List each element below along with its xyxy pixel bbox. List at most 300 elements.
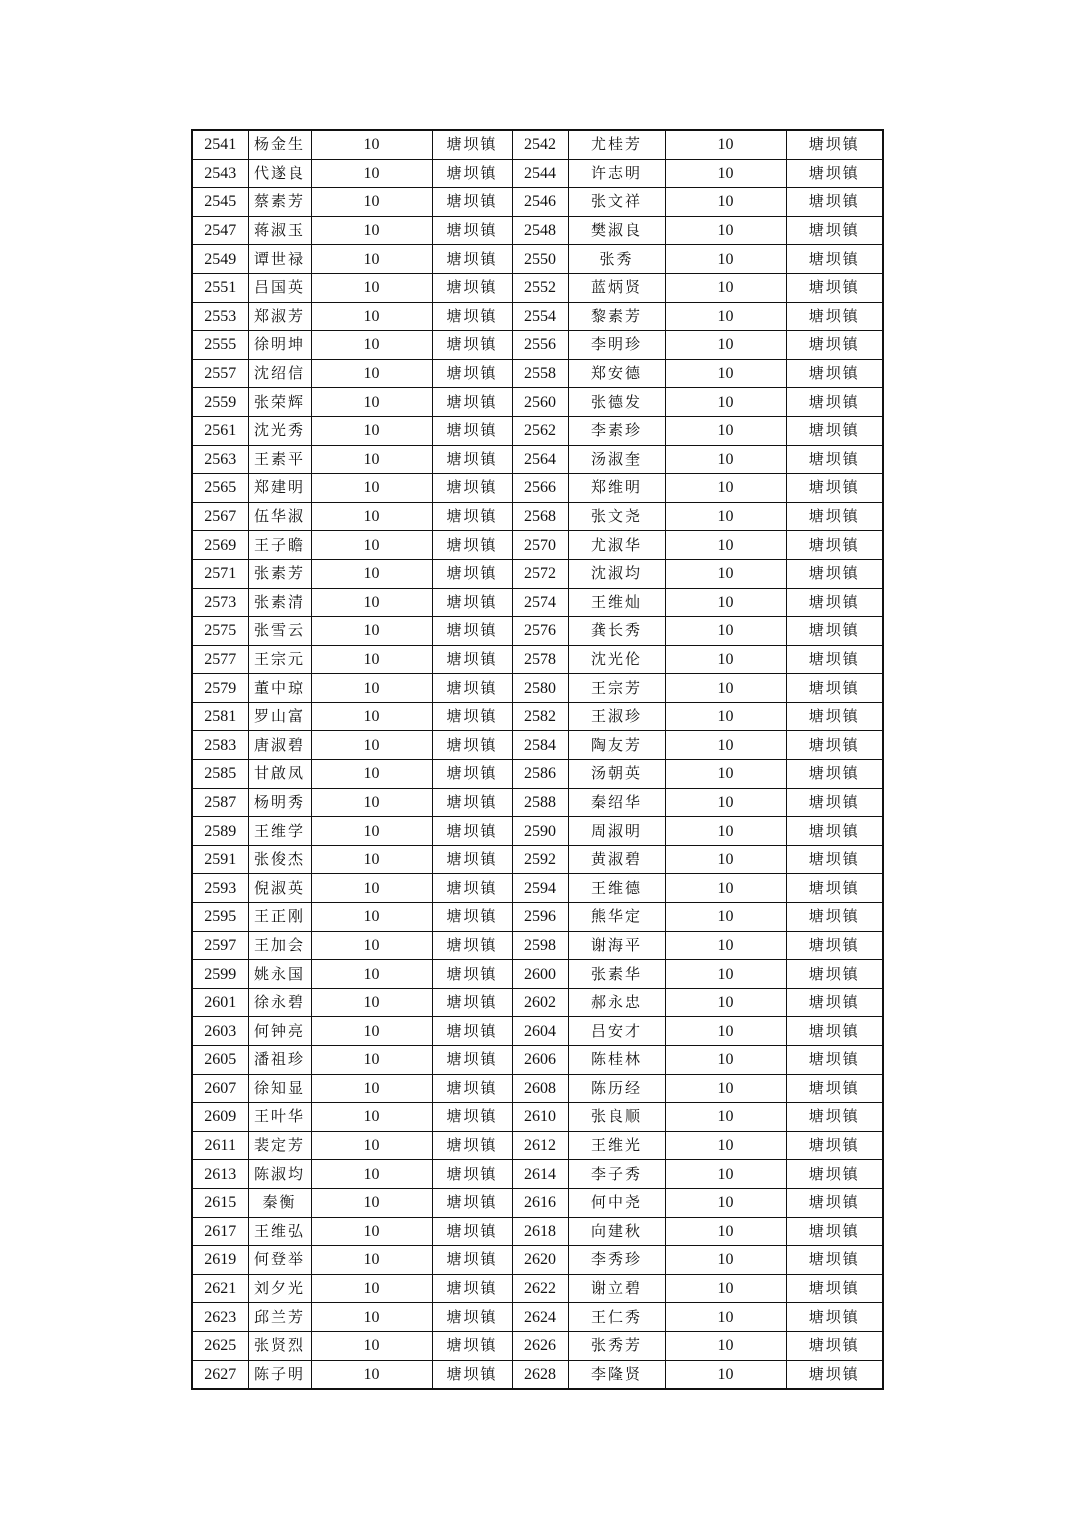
right-person-name-cell: 陈桂林 [568, 1046, 665, 1075]
right-person-name-cell: 王淑珍 [568, 702, 665, 731]
right-record-number-cell: 2574 [512, 588, 568, 617]
left-record-number-cell: 2619 [192, 1246, 248, 1275]
right-person-name-cell: 张文祥 [568, 188, 665, 217]
left-person-name-cell: 沈绍信 [248, 359, 311, 388]
right-town-name-cell: 塘坝镇 [786, 845, 883, 874]
right-person-name-cell: 王维灿 [568, 588, 665, 617]
left-person-name-cell: 王维学 [248, 817, 311, 846]
table-row [192, 130, 883, 159]
table-row [192, 817, 883, 846]
left-town-name-cell: 塘坝镇 [432, 502, 512, 531]
left-record-number-cell: 2575 [192, 617, 248, 646]
right-town-name-cell: 塘坝镇 [786, 445, 883, 474]
right-town-name-cell: 塘坝镇 [786, 702, 883, 731]
right-town-name-cell: 塘坝镇 [786, 1188, 883, 1217]
right-record-number-cell: 2568 [512, 502, 568, 531]
right-record-number-cell: 2550 [512, 245, 568, 274]
right-town-name-cell: 塘坝镇 [786, 1074, 883, 1103]
table-row [192, 1103, 883, 1132]
left-town-name-cell: 塘坝镇 [432, 1103, 512, 1132]
right-record-number-cell: 2558 [512, 359, 568, 388]
right-town-name-cell: 塘坝镇 [786, 502, 883, 531]
table-row [192, 445, 883, 474]
left-person-name-cell: 倪淑英 [248, 874, 311, 903]
right-person-name-cell: 张素华 [568, 960, 665, 989]
table-row [192, 903, 883, 932]
table-row [192, 588, 883, 617]
right-person-name-cell: 汤朝英 [568, 760, 665, 789]
right-record-number-cell: 2560 [512, 388, 568, 417]
left-person-name-cell: 王加会 [248, 931, 311, 960]
table-row [192, 617, 883, 646]
left-amount-value-cell: 10 [311, 1274, 432, 1303]
right-record-number-cell: 2628 [512, 1360, 568, 1389]
left-amount-value-cell: 10 [311, 1103, 432, 1132]
left-amount-value-cell: 10 [311, 903, 432, 932]
table-row [192, 760, 883, 789]
left-town-name-cell: 塘坝镇 [432, 788, 512, 817]
left-amount-value-cell: 10 [311, 188, 432, 217]
left-record-number-cell: 2623 [192, 1303, 248, 1332]
left-person-name-cell: 甘啟凤 [248, 760, 311, 789]
right-amount-value-cell: 10 [665, 188, 786, 217]
right-person-name-cell: 樊淑良 [568, 216, 665, 245]
right-town-name-cell: 塘坝镇 [786, 731, 883, 760]
right-amount-value-cell: 10 [665, 1360, 786, 1389]
table-row [192, 216, 883, 245]
table-row [192, 1303, 883, 1332]
right-amount-value-cell: 10 [665, 531, 786, 560]
left-town-name-cell: 塘坝镇 [432, 1246, 512, 1275]
left-person-name-cell: 邱兰芳 [248, 1303, 311, 1332]
table-row [192, 302, 883, 331]
left-record-number-cell: 2609 [192, 1103, 248, 1132]
right-amount-value-cell: 10 [665, 1160, 786, 1189]
left-town-name-cell: 塘坝镇 [432, 1331, 512, 1360]
right-record-number-cell: 2614 [512, 1160, 568, 1189]
left-record-number-cell: 2549 [192, 245, 248, 274]
left-amount-value-cell: 10 [311, 416, 432, 445]
left-person-name-cell: 潘祖珍 [248, 1046, 311, 1075]
right-amount-value-cell: 10 [665, 903, 786, 932]
left-person-name-cell: 王正刚 [248, 903, 311, 932]
right-town-name-cell: 塘坝镇 [786, 188, 883, 217]
left-person-name-cell: 罗山富 [248, 702, 311, 731]
left-person-name-cell: 王叶华 [248, 1103, 311, 1132]
left-amount-value-cell: 10 [311, 1074, 432, 1103]
left-record-number-cell: 2583 [192, 731, 248, 760]
right-person-name-cell: 吕安才 [568, 1017, 665, 1046]
left-amount-value-cell: 10 [311, 474, 432, 503]
right-record-number-cell: 2626 [512, 1331, 568, 1360]
left-town-name-cell: 塘坝镇 [432, 302, 512, 331]
right-town-name-cell: 塘坝镇 [786, 216, 883, 245]
table-row [192, 559, 883, 588]
right-record-number-cell: 2612 [512, 1131, 568, 1160]
left-record-number-cell: 2595 [192, 903, 248, 932]
left-amount-value-cell: 10 [311, 1360, 432, 1389]
right-person-name-cell: 李秀珍 [568, 1246, 665, 1275]
left-town-name-cell: 塘坝镇 [432, 188, 512, 217]
table-row [192, 1360, 883, 1389]
right-person-name-cell: 龚长秀 [568, 617, 665, 646]
left-amount-value-cell: 10 [311, 1131, 432, 1160]
left-person-name-cell: 王维弘 [248, 1217, 311, 1246]
left-town-name-cell: 塘坝镇 [432, 416, 512, 445]
left-amount-value-cell: 10 [311, 702, 432, 731]
right-person-name-cell: 郝永忠 [568, 988, 665, 1017]
right-record-number-cell: 2594 [512, 874, 568, 903]
right-town-name-cell: 塘坝镇 [786, 931, 883, 960]
right-person-name-cell: 秦绍华 [568, 788, 665, 817]
table-row [192, 845, 883, 874]
right-town-name-cell: 塘坝镇 [786, 674, 883, 703]
left-amount-value-cell: 10 [311, 331, 432, 360]
left-amount-value-cell: 10 [311, 731, 432, 760]
left-person-name-cell: 秦衡 [248, 1188, 311, 1217]
left-amount-value-cell: 10 [311, 960, 432, 989]
right-town-name-cell: 塘坝镇 [786, 874, 883, 903]
right-town-name-cell: 塘坝镇 [786, 1046, 883, 1075]
right-amount-value-cell: 10 [665, 702, 786, 731]
left-person-name-cell: 沈光秀 [248, 416, 311, 445]
left-person-name-cell: 何钟亮 [248, 1017, 311, 1046]
right-amount-value-cell: 10 [665, 760, 786, 789]
left-person-name-cell: 王素平 [248, 445, 311, 474]
right-person-name-cell: 郑安德 [568, 359, 665, 388]
left-record-number-cell: 2605 [192, 1046, 248, 1075]
right-record-number-cell: 2578 [512, 645, 568, 674]
right-record-number-cell: 2554 [512, 302, 568, 331]
right-person-name-cell: 谢海平 [568, 931, 665, 960]
left-town-name-cell: 塘坝镇 [432, 1188, 512, 1217]
right-record-number-cell: 2592 [512, 845, 568, 874]
left-person-name-cell: 徐明坤 [248, 331, 311, 360]
right-amount-value-cell: 10 [665, 1046, 786, 1075]
left-town-name-cell: 塘坝镇 [432, 1017, 512, 1046]
right-amount-value-cell: 10 [665, 1188, 786, 1217]
right-person-name-cell: 王宗芳 [568, 674, 665, 703]
left-record-number-cell: 2627 [192, 1360, 248, 1389]
right-record-number-cell: 2600 [512, 960, 568, 989]
left-person-name-cell: 裴定芳 [248, 1131, 311, 1160]
left-record-number-cell: 2603 [192, 1017, 248, 1046]
left-amount-value-cell: 10 [311, 130, 432, 159]
left-town-name-cell: 塘坝镇 [432, 1046, 512, 1075]
right-town-name-cell: 塘坝镇 [786, 1360, 883, 1389]
right-town-name-cell: 塘坝镇 [786, 1303, 883, 1332]
right-town-name-cell: 塘坝镇 [786, 331, 883, 360]
right-record-number-cell: 2544 [512, 159, 568, 188]
left-town-name-cell: 塘坝镇 [432, 216, 512, 245]
left-amount-value-cell: 10 [311, 559, 432, 588]
right-record-number-cell: 2598 [512, 931, 568, 960]
left-person-name-cell: 杨金生 [248, 130, 311, 159]
left-record-number-cell: 2617 [192, 1217, 248, 1246]
table-row [192, 388, 883, 417]
right-amount-value-cell: 10 [665, 1017, 786, 1046]
right-person-name-cell: 陶友芳 [568, 731, 665, 760]
left-town-name-cell: 塘坝镇 [432, 988, 512, 1017]
left-record-number-cell: 2543 [192, 159, 248, 188]
table-row [192, 674, 883, 703]
left-town-name-cell: 塘坝镇 [432, 1217, 512, 1246]
right-person-name-cell: 尤桂芳 [568, 130, 665, 159]
right-town-name-cell: 塘坝镇 [786, 273, 883, 302]
left-town-name-cell: 塘坝镇 [432, 645, 512, 674]
right-town-name-cell: 塘坝镇 [786, 245, 883, 274]
right-record-number-cell: 2570 [512, 531, 568, 560]
right-town-name-cell: 塘坝镇 [786, 388, 883, 417]
left-record-number-cell: 2611 [192, 1131, 248, 1160]
left-record-number-cell: 2601 [192, 988, 248, 1017]
right-record-number-cell: 2610 [512, 1103, 568, 1132]
left-amount-value-cell: 10 [311, 502, 432, 531]
right-town-name-cell: 塘坝镇 [786, 416, 883, 445]
right-record-number-cell: 2546 [512, 188, 568, 217]
left-town-name-cell: 塘坝镇 [432, 130, 512, 159]
left-town-name-cell: 塘坝镇 [432, 388, 512, 417]
right-town-name-cell: 塘坝镇 [786, 788, 883, 817]
right-amount-value-cell: 10 [665, 273, 786, 302]
right-person-name-cell: 陈历经 [568, 1074, 665, 1103]
right-amount-value-cell: 10 [665, 731, 786, 760]
left-record-number-cell: 2561 [192, 416, 248, 445]
right-amount-value-cell: 10 [665, 1246, 786, 1275]
right-person-name-cell: 张秀芳 [568, 1331, 665, 1360]
left-amount-value-cell: 10 [311, 273, 432, 302]
left-town-name-cell: 塘坝镇 [432, 674, 512, 703]
table-row [192, 273, 883, 302]
table-row [192, 645, 883, 674]
right-amount-value-cell: 10 [665, 1331, 786, 1360]
table-row [192, 988, 883, 1017]
right-record-number-cell: 2572 [512, 559, 568, 588]
left-amount-value-cell: 10 [311, 931, 432, 960]
right-amount-value-cell: 10 [665, 645, 786, 674]
right-person-name-cell: 王仁秀 [568, 1303, 665, 1332]
left-record-number-cell: 2597 [192, 931, 248, 960]
right-amount-value-cell: 10 [665, 216, 786, 245]
right-record-number-cell: 2584 [512, 731, 568, 760]
left-person-name-cell: 徐知显 [248, 1074, 311, 1103]
right-person-name-cell: 何中尧 [568, 1188, 665, 1217]
left-town-name-cell: 塘坝镇 [432, 245, 512, 274]
right-amount-value-cell: 10 [665, 474, 786, 503]
right-amount-value-cell: 10 [665, 559, 786, 588]
right-amount-value-cell: 10 [665, 331, 786, 360]
right-amount-value-cell: 10 [665, 960, 786, 989]
right-record-number-cell: 2562 [512, 416, 568, 445]
right-record-number-cell: 2552 [512, 273, 568, 302]
right-town-name-cell: 塘坝镇 [786, 1160, 883, 1189]
right-record-number-cell: 2564 [512, 445, 568, 474]
right-amount-value-cell: 10 [665, 502, 786, 531]
left-town-name-cell: 塘坝镇 [432, 331, 512, 360]
table-row [192, 359, 883, 388]
right-town-name-cell: 塘坝镇 [786, 645, 883, 674]
left-amount-value-cell: 10 [311, 1046, 432, 1075]
left-town-name-cell: 塘坝镇 [432, 445, 512, 474]
right-person-name-cell: 熊华定 [568, 903, 665, 932]
left-person-name-cell: 徐永碧 [248, 988, 311, 1017]
left-town-name-cell: 塘坝镇 [432, 903, 512, 932]
left-amount-value-cell: 10 [311, 445, 432, 474]
left-record-number-cell: 2615 [192, 1188, 248, 1217]
left-record-number-cell: 2573 [192, 588, 248, 617]
right-amount-value-cell: 10 [665, 617, 786, 646]
left-person-name-cell: 王子瞻 [248, 531, 311, 560]
right-record-number-cell: 2620 [512, 1246, 568, 1275]
right-town-name-cell: 塘坝镇 [786, 1103, 883, 1132]
right-amount-value-cell: 10 [665, 359, 786, 388]
left-record-number-cell: 2587 [192, 788, 248, 817]
left-record-number-cell: 2565 [192, 474, 248, 503]
right-town-name-cell: 塘坝镇 [786, 474, 883, 503]
left-record-number-cell: 2591 [192, 845, 248, 874]
right-person-name-cell: 汤淑奎 [568, 445, 665, 474]
left-person-name-cell: 陈淑均 [248, 1160, 311, 1189]
right-person-name-cell: 向建秋 [568, 1217, 665, 1246]
table-row [192, 1017, 883, 1046]
left-amount-value-cell: 10 [311, 645, 432, 674]
right-town-name-cell: 塘坝镇 [786, 302, 883, 331]
right-person-name-cell: 张德发 [568, 388, 665, 417]
left-record-number-cell: 2553 [192, 302, 248, 331]
left-person-name-cell: 蒋淑玉 [248, 216, 311, 245]
table-row [192, 1274, 883, 1303]
right-record-number-cell: 2606 [512, 1046, 568, 1075]
right-record-number-cell: 2608 [512, 1074, 568, 1103]
left-town-name-cell: 塘坝镇 [432, 817, 512, 846]
left-amount-value-cell: 10 [311, 845, 432, 874]
left-town-name-cell: 塘坝镇 [432, 559, 512, 588]
left-record-number-cell: 2581 [192, 702, 248, 731]
right-town-name-cell: 塘坝镇 [786, 531, 883, 560]
left-record-number-cell: 2569 [192, 531, 248, 560]
right-record-number-cell: 2588 [512, 788, 568, 817]
right-person-name-cell: 张秀 [568, 245, 665, 274]
table-row [192, 1046, 883, 1075]
right-person-name-cell: 张良顺 [568, 1103, 665, 1132]
right-person-name-cell: 周淑明 [568, 817, 665, 846]
right-amount-value-cell: 10 [665, 931, 786, 960]
left-person-name-cell: 吕国英 [248, 273, 311, 302]
right-amount-value-cell: 10 [665, 874, 786, 903]
right-town-name-cell: 塘坝镇 [786, 1246, 883, 1275]
left-amount-value-cell: 10 [311, 388, 432, 417]
table-row [192, 1131, 883, 1160]
right-amount-value-cell: 10 [665, 445, 786, 474]
left-town-name-cell: 塘坝镇 [432, 931, 512, 960]
left-person-name-cell: 张贤烈 [248, 1331, 311, 1360]
roster-table [191, 129, 884, 1390]
right-town-name-cell: 塘坝镇 [786, 1274, 883, 1303]
table-row [192, 474, 883, 503]
left-town-name-cell: 塘坝镇 [432, 1131, 512, 1160]
left-record-number-cell: 2571 [192, 559, 248, 588]
right-person-name-cell: 李明珍 [568, 331, 665, 360]
left-town-name-cell: 塘坝镇 [432, 1360, 512, 1389]
table-row [192, 159, 883, 188]
left-person-name-cell: 杨明秀 [248, 788, 311, 817]
left-town-name-cell: 塘坝镇 [432, 702, 512, 731]
right-person-name-cell: 蓝炳贤 [568, 273, 665, 302]
left-amount-value-cell: 10 [311, 760, 432, 789]
left-town-name-cell: 塘坝镇 [432, 359, 512, 388]
left-person-name-cell: 唐淑碧 [248, 731, 311, 760]
right-record-number-cell: 2618 [512, 1217, 568, 1246]
left-amount-value-cell: 10 [311, 1303, 432, 1332]
table-row [192, 416, 883, 445]
left-record-number-cell: 2567 [192, 502, 248, 531]
left-person-name-cell: 张荣辉 [248, 388, 311, 417]
table-row [192, 731, 883, 760]
left-town-name-cell: 塘坝镇 [432, 617, 512, 646]
table-row [192, 1217, 883, 1246]
left-person-name-cell: 张素芳 [248, 559, 311, 588]
right-record-number-cell: 2602 [512, 988, 568, 1017]
right-amount-value-cell: 10 [665, 245, 786, 274]
right-record-number-cell: 2556 [512, 331, 568, 360]
table-row [192, 245, 883, 274]
right-record-number-cell: 2548 [512, 216, 568, 245]
table-row [192, 1188, 883, 1217]
right-record-number-cell: 2624 [512, 1303, 568, 1332]
right-amount-value-cell: 10 [665, 988, 786, 1017]
left-amount-value-cell: 10 [311, 1160, 432, 1189]
left-record-number-cell: 2559 [192, 388, 248, 417]
left-amount-value-cell: 10 [311, 1017, 432, 1046]
left-amount-value-cell: 10 [311, 674, 432, 703]
left-record-number-cell: 2625 [192, 1331, 248, 1360]
right-town-name-cell: 塘坝镇 [786, 1131, 883, 1160]
right-amount-value-cell: 10 [665, 1103, 786, 1132]
table-row [192, 874, 883, 903]
left-person-name-cell: 谭世禄 [248, 245, 311, 274]
right-record-number-cell: 2586 [512, 760, 568, 789]
right-record-number-cell: 2566 [512, 474, 568, 503]
table-row [192, 1246, 883, 1275]
right-amount-value-cell: 10 [665, 416, 786, 445]
right-record-number-cell: 2616 [512, 1188, 568, 1217]
left-record-number-cell: 2555 [192, 331, 248, 360]
right-town-name-cell: 塘坝镇 [786, 988, 883, 1017]
table-row [192, 1160, 883, 1189]
left-amount-value-cell: 10 [311, 1331, 432, 1360]
left-record-number-cell: 2541 [192, 130, 248, 159]
right-town-name-cell: 塘坝镇 [786, 817, 883, 846]
left-town-name-cell: 塘坝镇 [432, 731, 512, 760]
left-person-name-cell: 董中琼 [248, 674, 311, 703]
table-row [192, 1074, 883, 1103]
left-person-name-cell: 张雪云 [248, 617, 311, 646]
table-row [192, 188, 883, 217]
left-record-number-cell: 2545 [192, 188, 248, 217]
left-town-name-cell: 塘坝镇 [432, 760, 512, 789]
right-record-number-cell: 2542 [512, 130, 568, 159]
left-record-number-cell: 2547 [192, 216, 248, 245]
right-amount-value-cell: 10 [665, 159, 786, 188]
table-row [192, 1331, 883, 1360]
left-town-name-cell: 塘坝镇 [432, 1160, 512, 1189]
right-person-name-cell: 李素珍 [568, 416, 665, 445]
left-town-name-cell: 塘坝镇 [432, 474, 512, 503]
right-town-name-cell: 塘坝镇 [786, 903, 883, 932]
left-person-name-cell: 陈子明 [248, 1360, 311, 1389]
left-person-name-cell: 伍华淑 [248, 502, 311, 531]
table-row [192, 331, 883, 360]
